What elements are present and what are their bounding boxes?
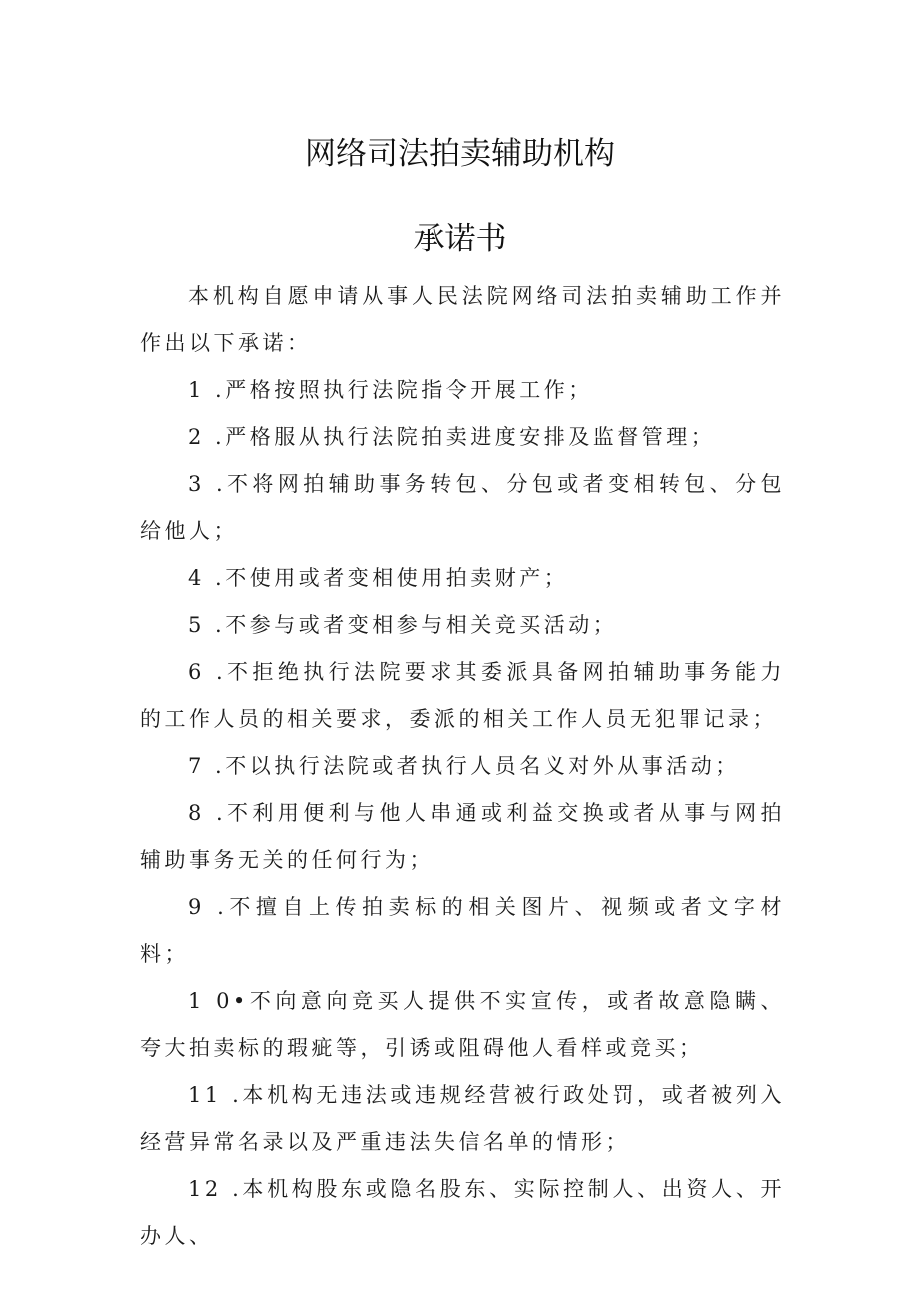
intro-paragraph: 本机构自愿申请从事人民法院网络司法拍卖辅助工作并作出以下承诺： [140,284,785,355]
commitment-item-9: 9 .不擅自上传拍卖标的相关图片、视频或者文字材料； [140,895,785,966]
commitment-item-10: 1 0•不向意向竞买人提供不实宣传，或者故意隐瞒、夸大拍卖标的瑕疵等，引诱或阻碍他人看样或竞买； [140,989,785,1060]
commitment-item-5: 5 .不参与或者变相参与相关竞买活动； [188,613,618,637]
commitment-item-1: 1 .严格按照执行法院指令开展工作； [188,378,593,402]
commitment-item-7: 7 .不以执行法院或者执行人员名义对外从事活动； [188,754,740,778]
commitment-item-11: 11 .本机构无违法或违规经营被行政处罚，或者被列入经营异常名录以及严重违法失信名单的情形； [140,1083,785,1154]
commitment-item-2: 2 .严格服从执行法院拍卖进度安排及监督管理； [188,425,716,449]
document-body [140,273,785,1260]
document-title: 网络司法拍卖辅助机构 [305,136,615,172]
commitment-item-12: 12 .本机构股东或隐名股东、实际控制人、出资人、开办人、 [140,1177,785,1248]
commitment-item-4: 4 .不使用或者变相使用拍卖财产； [188,566,569,590]
commitment-item-6: 6 .不拒绝执行法院要求其委派具备网拍辅助事务能力的工作人员的相关要求，委派的相关工作人员无犯罪记录； [140,660,785,731]
commitment-item-3: 3 .不将网拍辅助事务转包、分包或者变相转包、分包给他人； [140,472,785,543]
document-subtitle: 承诺书 [413,221,507,257]
commitment-item-8: 8 .不利用便利与他人串通或利益交换或者从事与网拍辅助事务无关的任何行为； [140,801,785,872]
